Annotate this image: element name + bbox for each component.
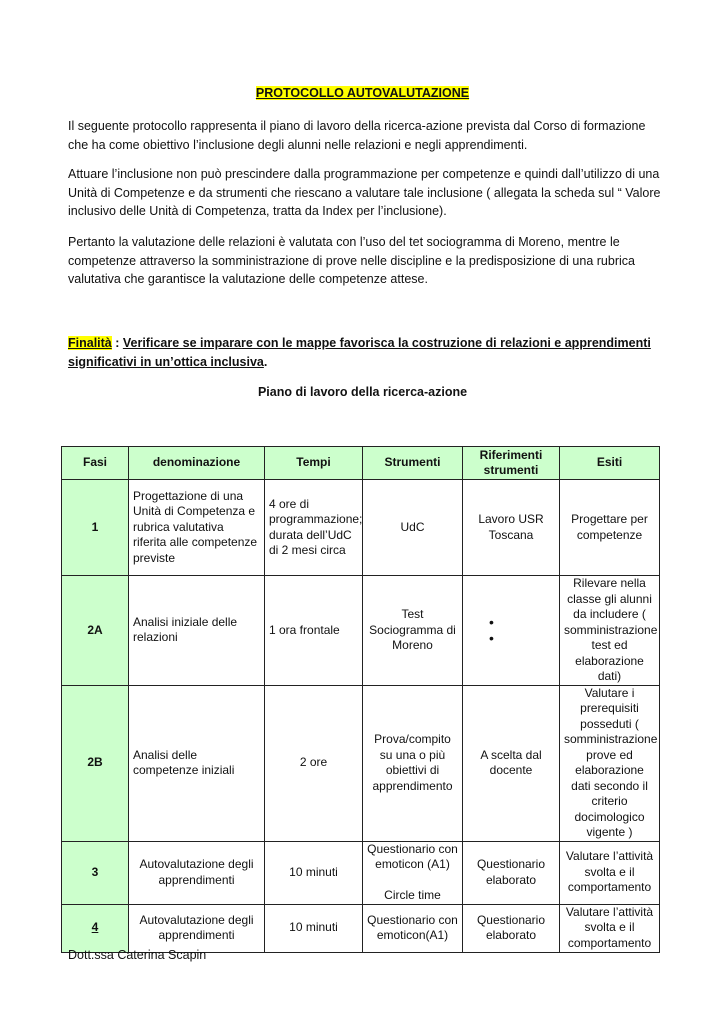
header-denominazione: denominazione	[129, 447, 265, 480]
riferimenti-cell: Questionario elaborato	[463, 904, 560, 952]
tempi-cell: 10 minuti	[265, 904, 363, 952]
esiti-cell: Progettare per competenze	[560, 480, 660, 576]
circle-time-text: Circle time	[384, 887, 441, 902]
esiti-cell: Valutare l’attività svolta e il comportamento	[560, 841, 660, 904]
tempi-cell: 2 ore	[265, 685, 363, 841]
finalita-statement: Finalità : Verificare se imparare con le mappe favorisca la costruzione di relazioni e apprendimenti significativi in un’ottica inclusiva.	[68, 336, 651, 369]
strumenti-cell: UdC	[363, 480, 463, 576]
evaluation-paragraph: Pertanto la valutazione delle relazioni è valutata con l’uso del tet sociogramma di Moreno, mentre le competenze attraverso la somministrazione di prove nelle discipline e la predisposizione di una rubrica valutativa che garantisce la valutazione delle competenze attese.	[68, 235, 635, 286]
esiti-cell: Valutare l’attività svolta e il comportamento	[560, 904, 660, 952]
fase-cell: 2A	[62, 576, 129, 686]
header-esiti: Esiti	[560, 447, 660, 480]
denominazione-cell: Analisi delle competenze iniziali	[129, 685, 265, 841]
document-title: PROTOCOLLO AUTOVALUTAZIONE	[255, 86, 470, 100]
riferimenti-cell: A scelta dal docente	[463, 685, 560, 841]
tempi-cell: 10 minuti	[265, 841, 363, 904]
table-header-row	[62, 447, 660, 480]
work-plan-table	[61, 446, 660, 953]
esiti-cell: Valutare i prerequisiti posseduti ( somministrazione prove ed elaborazione dati secondo il criterio docimologico vigente )	[560, 685, 660, 841]
esiti-cell: Rilevare nella classe gli alunni da includere ( somministrazione test ed elaborazione dati)	[560, 576, 660, 686]
table-row	[62, 841, 660, 904]
finalita-text: Verificare se imparare con le mappe favorisca la costruzione di relazioni e apprendimenti significativi in un’ottica inclusiva	[68, 336, 651, 369]
finalita-label: Finalità	[68, 336, 112, 350]
header-fasi: Fasi	[62, 447, 129, 480]
table-row	[62, 685, 660, 841]
strumenti-cell: Questionario con emoticon (A1) Circle time	[363, 841, 463, 904]
denominazione-cell: Autovalutazione degli apprendimenti	[129, 841, 265, 904]
fase-cell: 4	[62, 904, 129, 952]
fase-cell: 2B	[62, 685, 129, 841]
riferimenti-cell: Lavoro USR Toscana	[463, 480, 560, 576]
riferimenti-cell: Questionario elaborato	[463, 841, 560, 904]
denominazione-cell: Autovalutazione degli apprendimenti	[129, 904, 265, 952]
fase-cell: 3	[62, 841, 129, 904]
fase-cell: 1	[62, 480, 129, 576]
bullet-mark: •	[489, 614, 494, 631]
denominazione-cell: Analisi iniziale delle relazioni	[129, 576, 265, 686]
strumenti-cell: Questionario con emoticon(A1)	[363, 904, 463, 952]
tempi-cell: 1 ora frontale	[265, 576, 363, 686]
header-tempi: Tempi	[265, 447, 363, 480]
header-strumenti: Strumenti	[363, 447, 463, 480]
inclusion-paragraph: Attuare l’inclusione non può prescindere dalla programmazione per competenze e quindi dall’utilizzo di una Unità di Competenze e da strumenti che riescano a valutare tale inclusione ( allegata la scheda sul “ Valore inclusivo delle Unità di Competenza, tratta da Index per l’inclusione).	[68, 167, 661, 218]
strumenti-cell: Test Sociogramma di Moreno	[363, 576, 463, 686]
table-subtitle: Piano di lavoro della ricerca-azione	[257, 385, 468, 399]
tempi-cell: 4 ore di programmazione; durata dell’UdC di 2 mesi circa	[265, 480, 363, 576]
strumenti-cell: Prova/compito su una o più obiettivi di apprendimento	[363, 685, 463, 841]
denominazione-cell: Progettazione di una Unità di Competenza e rubrica valutativa riferita alle competenze previste	[129, 480, 265, 576]
table-row	[62, 904, 660, 952]
riferimenti-cell	[463, 576, 560, 686]
table-row	[62, 576, 660, 686]
table-row	[62, 480, 660, 576]
footer-author: Dott.ssa Caterina Scapin	[68, 948, 207, 962]
bullet-mark: •	[489, 630, 494, 647]
header-riferimenti: Riferimenti strumenti	[463, 447, 560, 480]
intro-paragraph: Il seguente protocollo rappresenta il piano di lavoro della ricerca-azione prevista dal Corso di formazione che ha come obiettivo l’inclusione degli alunni nelle relazioni e negli apprendimenti.	[68, 119, 646, 152]
